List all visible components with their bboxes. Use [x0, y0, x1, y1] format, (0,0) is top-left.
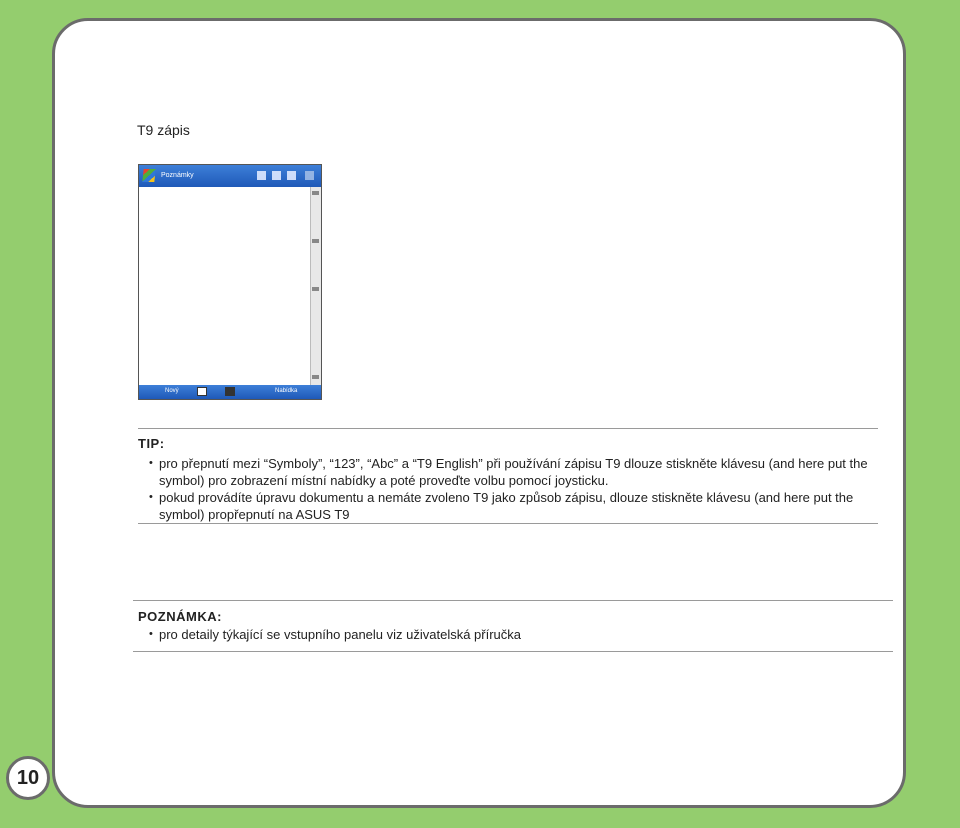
windows-start-icon	[142, 169, 155, 182]
tip-heading: TIP:	[138, 436, 165, 451]
page-number-badge: 10	[6, 756, 50, 800]
ok-icon	[305, 171, 314, 180]
signal-icon	[257, 171, 266, 180]
section-title: T9 zápis	[137, 122, 190, 138]
note-item: • pro detaily týkající se vstupního panelu viz uživatelská příručka	[138, 626, 878, 643]
tip-bottom-rule	[138, 523, 878, 524]
volume-icon	[287, 171, 296, 180]
phone-menu-right: Nabídka	[275, 388, 298, 394]
note-list	[138, 626, 878, 643]
phone-screenshot	[138, 164, 322, 400]
tip-top-rule	[138, 428, 878, 429]
tip-list	[138, 455, 873, 523]
keyboard-icon	[197, 387, 207, 396]
note-heading: POZNÁMKA:	[138, 609, 222, 624]
tip-item: • pro přepnutí mezi “Symboly”, “123”, “Abc” a “T9 English” při používání zápisu T9 dlouze stiskněte klávesu (and here put the symbol) pro zobrazení místní nabídky a poté proveďte volbu pomocí joysticku.	[138, 455, 873, 489]
note-top-rule	[133, 600, 893, 601]
scroll-tick	[312, 191, 319, 195]
phone-title: Poznámky	[161, 172, 194, 179]
scroll-tick	[312, 287, 319, 291]
phone-titlebar	[139, 165, 321, 187]
phone-menubar	[139, 385, 321, 399]
input-icon	[225, 387, 235, 396]
scroll-tick	[312, 239, 319, 243]
phone-menu-left: Nový	[165, 388, 179, 394]
phone-note-area	[139, 187, 311, 385]
scroll-tick	[312, 375, 319, 379]
tip-item: • pokud provádíte úpravu dokumentu a nemáte zvoleno T9 jako způsob zápisu, dlouze stiskněte klávesu (and here put the symbol) propřepnutí na ASUS T9	[138, 489, 873, 523]
connection-icon	[272, 171, 281, 180]
phone-scrollbar	[310, 187, 321, 385]
note-bottom-rule	[133, 651, 893, 652]
